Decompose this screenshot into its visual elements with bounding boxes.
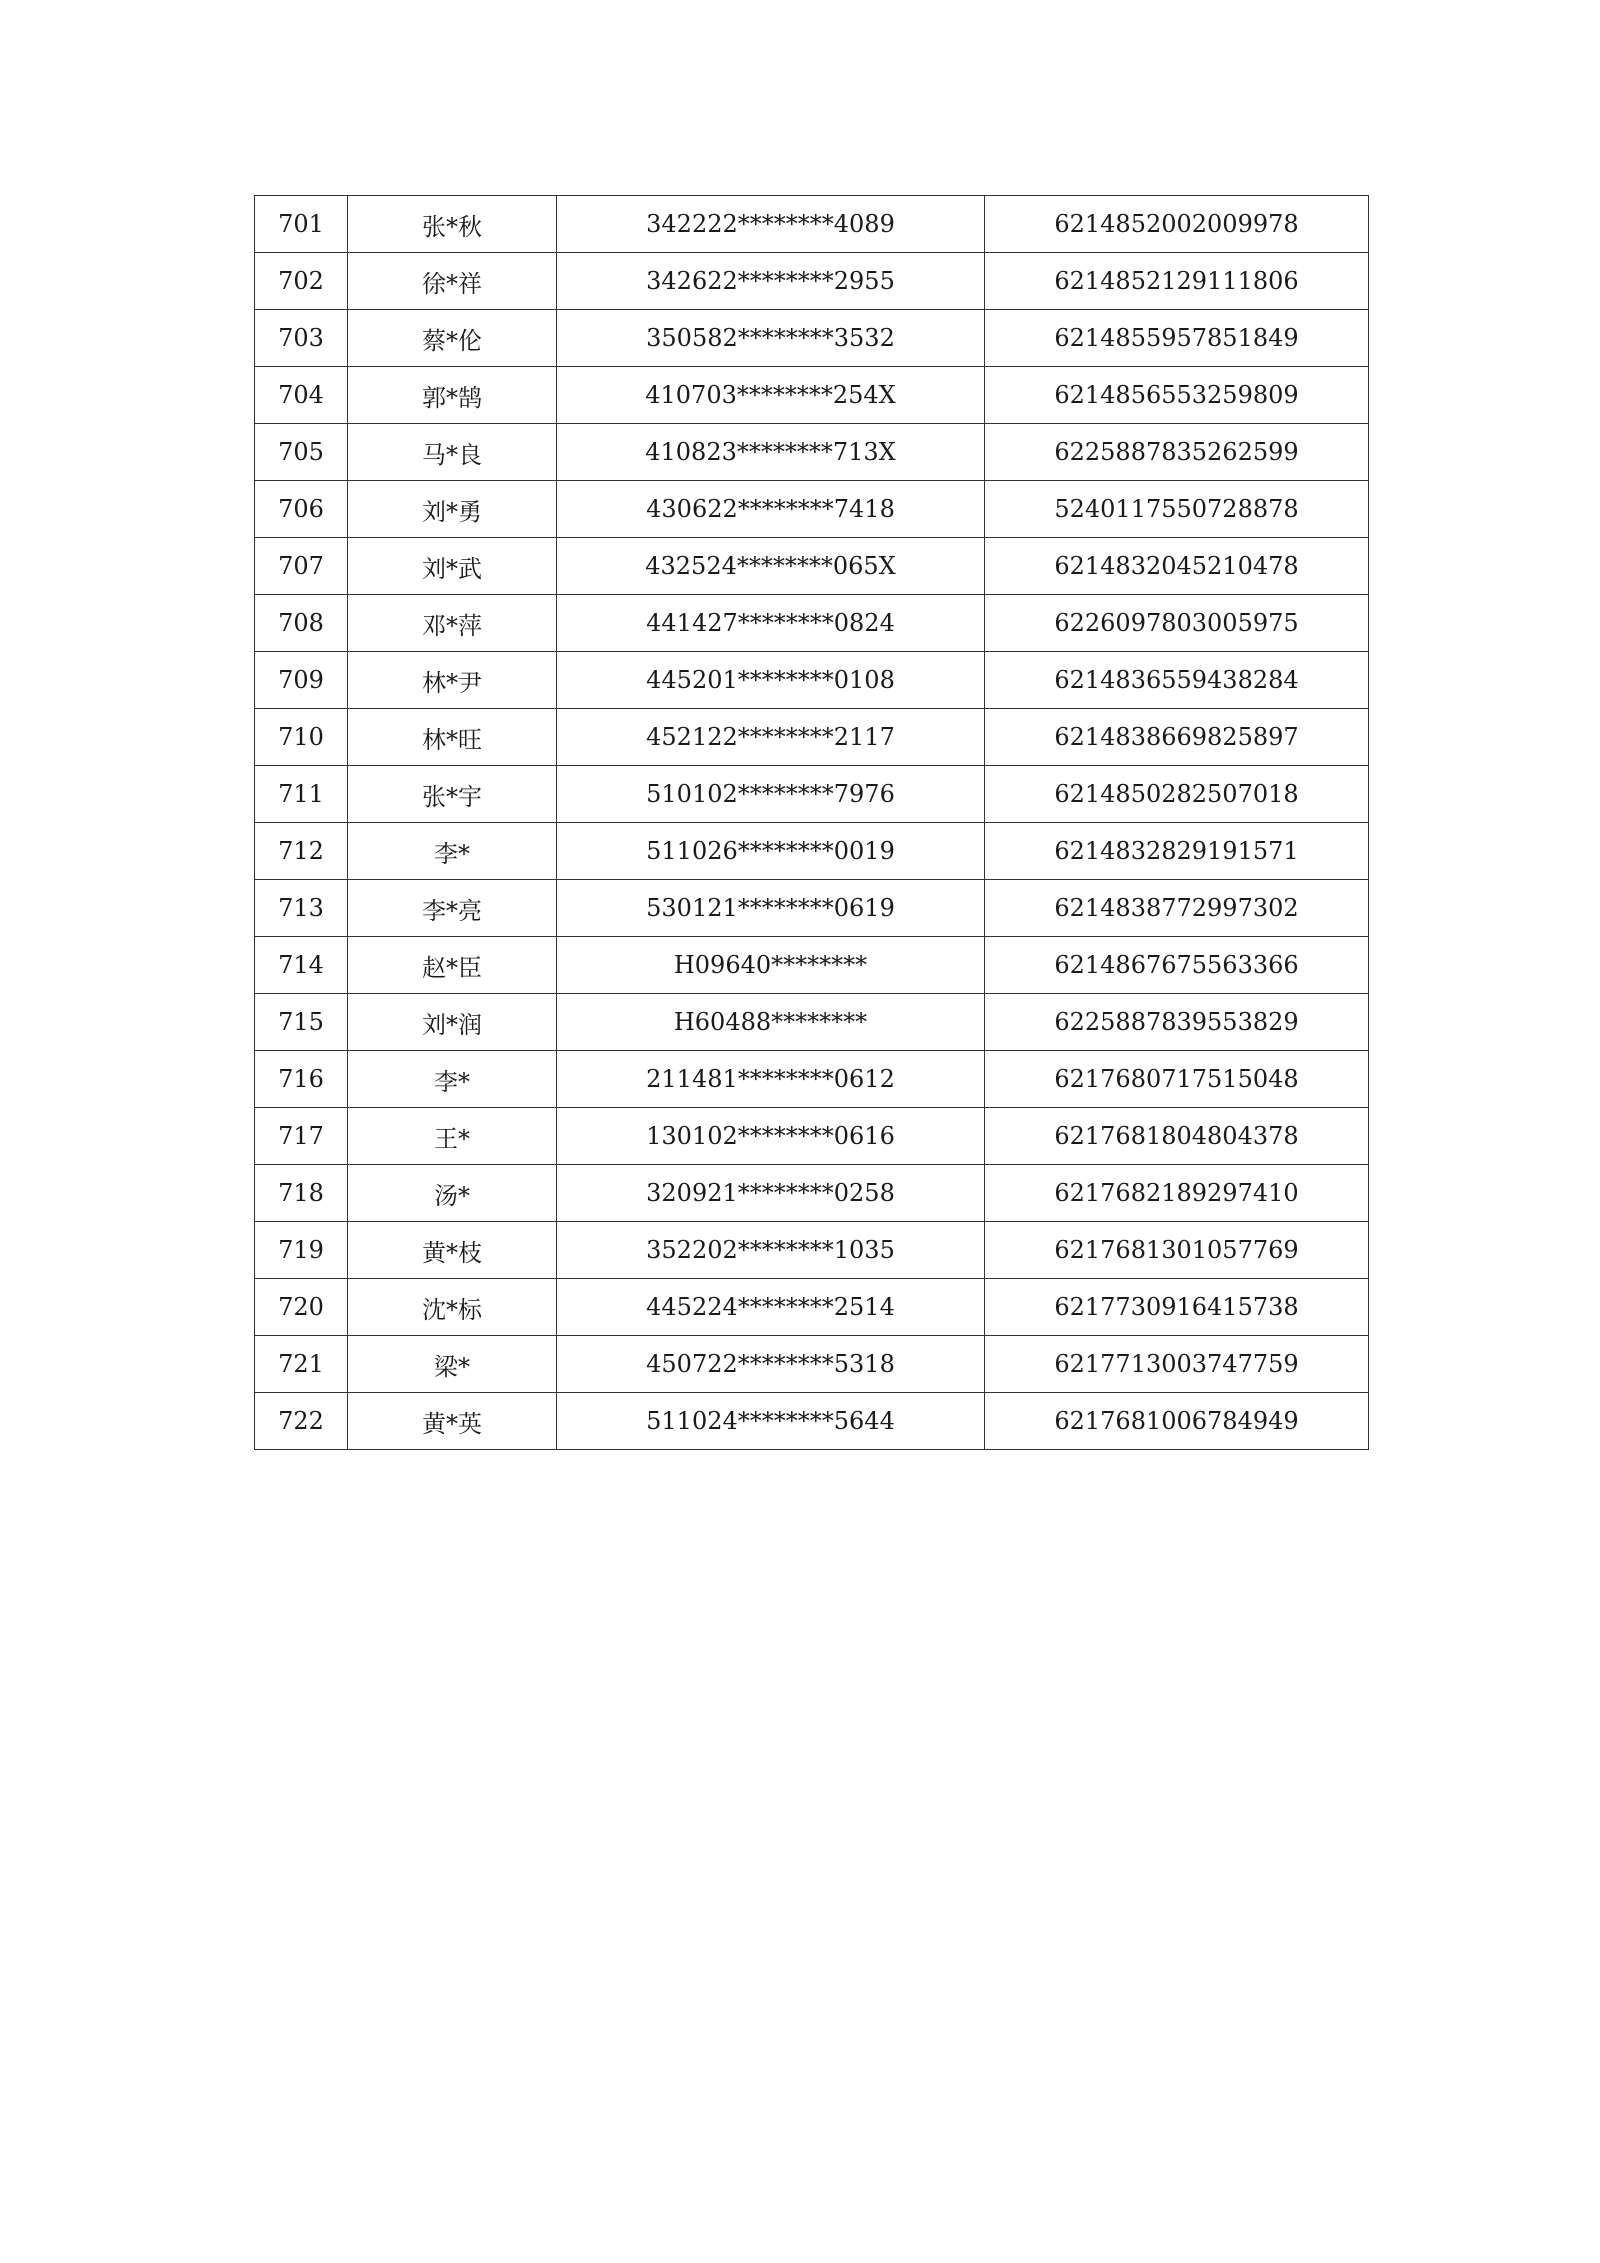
row-number-cell: 722 <box>255 1393 348 1450</box>
row-number-cell: 710 <box>255 709 348 766</box>
bank-card-cell: 6217682189297410 <box>985 1165 1369 1222</box>
name-cell: 林*旺 <box>348 709 557 766</box>
table-row <box>255 1393 1369 1450</box>
bank-card-cell: 6225887839553829 <box>985 994 1369 1051</box>
name-cell: 刘*勇 <box>348 481 557 538</box>
bank-card-cell: 6214838669825897 <box>985 709 1369 766</box>
table-row <box>255 1108 1369 1165</box>
table-row <box>255 1279 1369 1336</box>
id-number-cell: 342622********2955 <box>557 253 985 310</box>
name-cell: 李* <box>348 1051 557 1108</box>
id-number-cell: 350582********3532 <box>557 310 985 367</box>
id-number-cell: 530121********0619 <box>557 880 985 937</box>
bank-card-cell: 6217681301057769 <box>985 1222 1369 1279</box>
table-row <box>255 367 1369 424</box>
table-row <box>255 709 1369 766</box>
name-cell: 蔡*伦 <box>348 310 557 367</box>
table-row <box>255 1336 1369 1393</box>
id-number-cell: 320921********0258 <box>557 1165 985 1222</box>
id-number-cell: 410823********713X <box>557 424 985 481</box>
row-number-cell: 701 <box>255 196 348 253</box>
row-number-cell: 712 <box>255 823 348 880</box>
id-number-cell: 352202********1035 <box>557 1222 985 1279</box>
name-cell: 赵*臣 <box>348 937 557 994</box>
row-number-cell: 702 <box>255 253 348 310</box>
row-number-cell: 706 <box>255 481 348 538</box>
table-row <box>255 994 1369 1051</box>
row-number-cell: 704 <box>255 367 348 424</box>
name-cell: 张*宇 <box>348 766 557 823</box>
table-row <box>255 310 1369 367</box>
table-row <box>255 196 1369 253</box>
table-row <box>255 1051 1369 1108</box>
row-number-cell: 715 <box>255 994 348 1051</box>
bank-card-cell: 6214850282507018 <box>985 766 1369 823</box>
table-row <box>255 481 1369 538</box>
bank-card-cell: 6214856553259809 <box>985 367 1369 424</box>
table-row <box>255 652 1369 709</box>
id-number-cell: 511026********0019 <box>557 823 985 880</box>
table-row <box>255 937 1369 994</box>
bank-card-cell: 6214836559438284 <box>985 652 1369 709</box>
id-number-cell: 342222********4089 <box>557 196 985 253</box>
id-number-cell: 432524********065X <box>557 538 985 595</box>
table-row <box>255 595 1369 652</box>
row-number-cell: 708 <box>255 595 348 652</box>
row-number-cell: 713 <box>255 880 348 937</box>
row-number-cell: 714 <box>255 937 348 994</box>
bank-card-cell: 6217681804804378 <box>985 1108 1369 1165</box>
table-row <box>255 424 1369 481</box>
name-cell: 李*亮 <box>348 880 557 937</box>
roster-table <box>254 195 1369 1450</box>
name-cell: 马*良 <box>348 424 557 481</box>
id-number-cell: 445224********2514 <box>557 1279 985 1336</box>
table-row <box>255 1165 1369 1222</box>
name-cell: 徐*祥 <box>348 253 557 310</box>
bank-card-cell: 6226097803005975 <box>985 595 1369 652</box>
bank-card-cell: 6214855957851849 <box>985 310 1369 367</box>
name-cell: 黄*枝 <box>348 1222 557 1279</box>
id-number-cell: 450722********5318 <box>557 1336 985 1393</box>
bank-card-cell: 6217680717515048 <box>985 1051 1369 1108</box>
bank-card-cell: 6214852002009978 <box>985 196 1369 253</box>
name-cell: 李* <box>348 823 557 880</box>
bank-card-cell: 6214832045210478 <box>985 538 1369 595</box>
id-number-cell: 511024********5644 <box>557 1393 985 1450</box>
name-cell: 梁* <box>348 1336 557 1393</box>
table-row <box>255 766 1369 823</box>
roster-table-body <box>255 196 1369 1450</box>
row-number-cell: 721 <box>255 1336 348 1393</box>
bank-card-cell: 5240117550728878 <box>985 481 1369 538</box>
bank-card-cell: 6217681006784949 <box>985 1393 1369 1450</box>
name-cell: 黄*英 <box>348 1393 557 1450</box>
id-number-cell: 211481********0612 <box>557 1051 985 1108</box>
name-cell: 郭*鹄 <box>348 367 557 424</box>
row-number-cell: 705 <box>255 424 348 481</box>
name-cell: 邓*萍 <box>348 595 557 652</box>
id-number-cell: 452122********2117 <box>557 709 985 766</box>
name-cell: 沈*标 <box>348 1279 557 1336</box>
name-cell: 张*秋 <box>348 196 557 253</box>
id-number-cell: H09640******** <box>557 937 985 994</box>
row-number-cell: 717 <box>255 1108 348 1165</box>
row-number-cell: 718 <box>255 1165 348 1222</box>
bank-card-cell: 6214852129111806 <box>985 253 1369 310</box>
name-cell: 王* <box>348 1108 557 1165</box>
row-number-cell: 711 <box>255 766 348 823</box>
row-number-cell: 719 <box>255 1222 348 1279</box>
id-number-cell: 130102********0616 <box>557 1108 985 1165</box>
table-row <box>255 253 1369 310</box>
bank-card-cell: 6217730916415738 <box>985 1279 1369 1336</box>
table-row <box>255 880 1369 937</box>
bank-card-cell: 6214832829191571 <box>985 823 1369 880</box>
row-number-cell: 703 <box>255 310 348 367</box>
row-number-cell: 720 <box>255 1279 348 1336</box>
name-cell: 刘*润 <box>348 994 557 1051</box>
name-cell: 刘*武 <box>348 538 557 595</box>
id-number-cell: 445201********0108 <box>557 652 985 709</box>
bank-card-cell: 6217713003747759 <box>985 1336 1369 1393</box>
bank-card-cell: 6225887835262599 <box>985 424 1369 481</box>
row-number-cell: 716 <box>255 1051 348 1108</box>
row-number-cell: 709 <box>255 652 348 709</box>
table-row <box>255 538 1369 595</box>
table-row <box>255 823 1369 880</box>
id-number-cell: 441427********0824 <box>557 595 985 652</box>
id-number-cell: H60488******** <box>557 994 985 1051</box>
name-cell: 汤* <box>348 1165 557 1222</box>
bank-card-cell: 6214838772997302 <box>985 880 1369 937</box>
name-cell: 林*尹 <box>348 652 557 709</box>
row-number-cell: 707 <box>255 538 348 595</box>
id-number-cell: 430622********7418 <box>557 481 985 538</box>
id-number-cell: 510102********7976 <box>557 766 985 823</box>
id-number-cell: 410703********254X <box>557 367 985 424</box>
bank-card-cell: 6214867675563366 <box>985 937 1369 994</box>
table-row <box>255 1222 1369 1279</box>
